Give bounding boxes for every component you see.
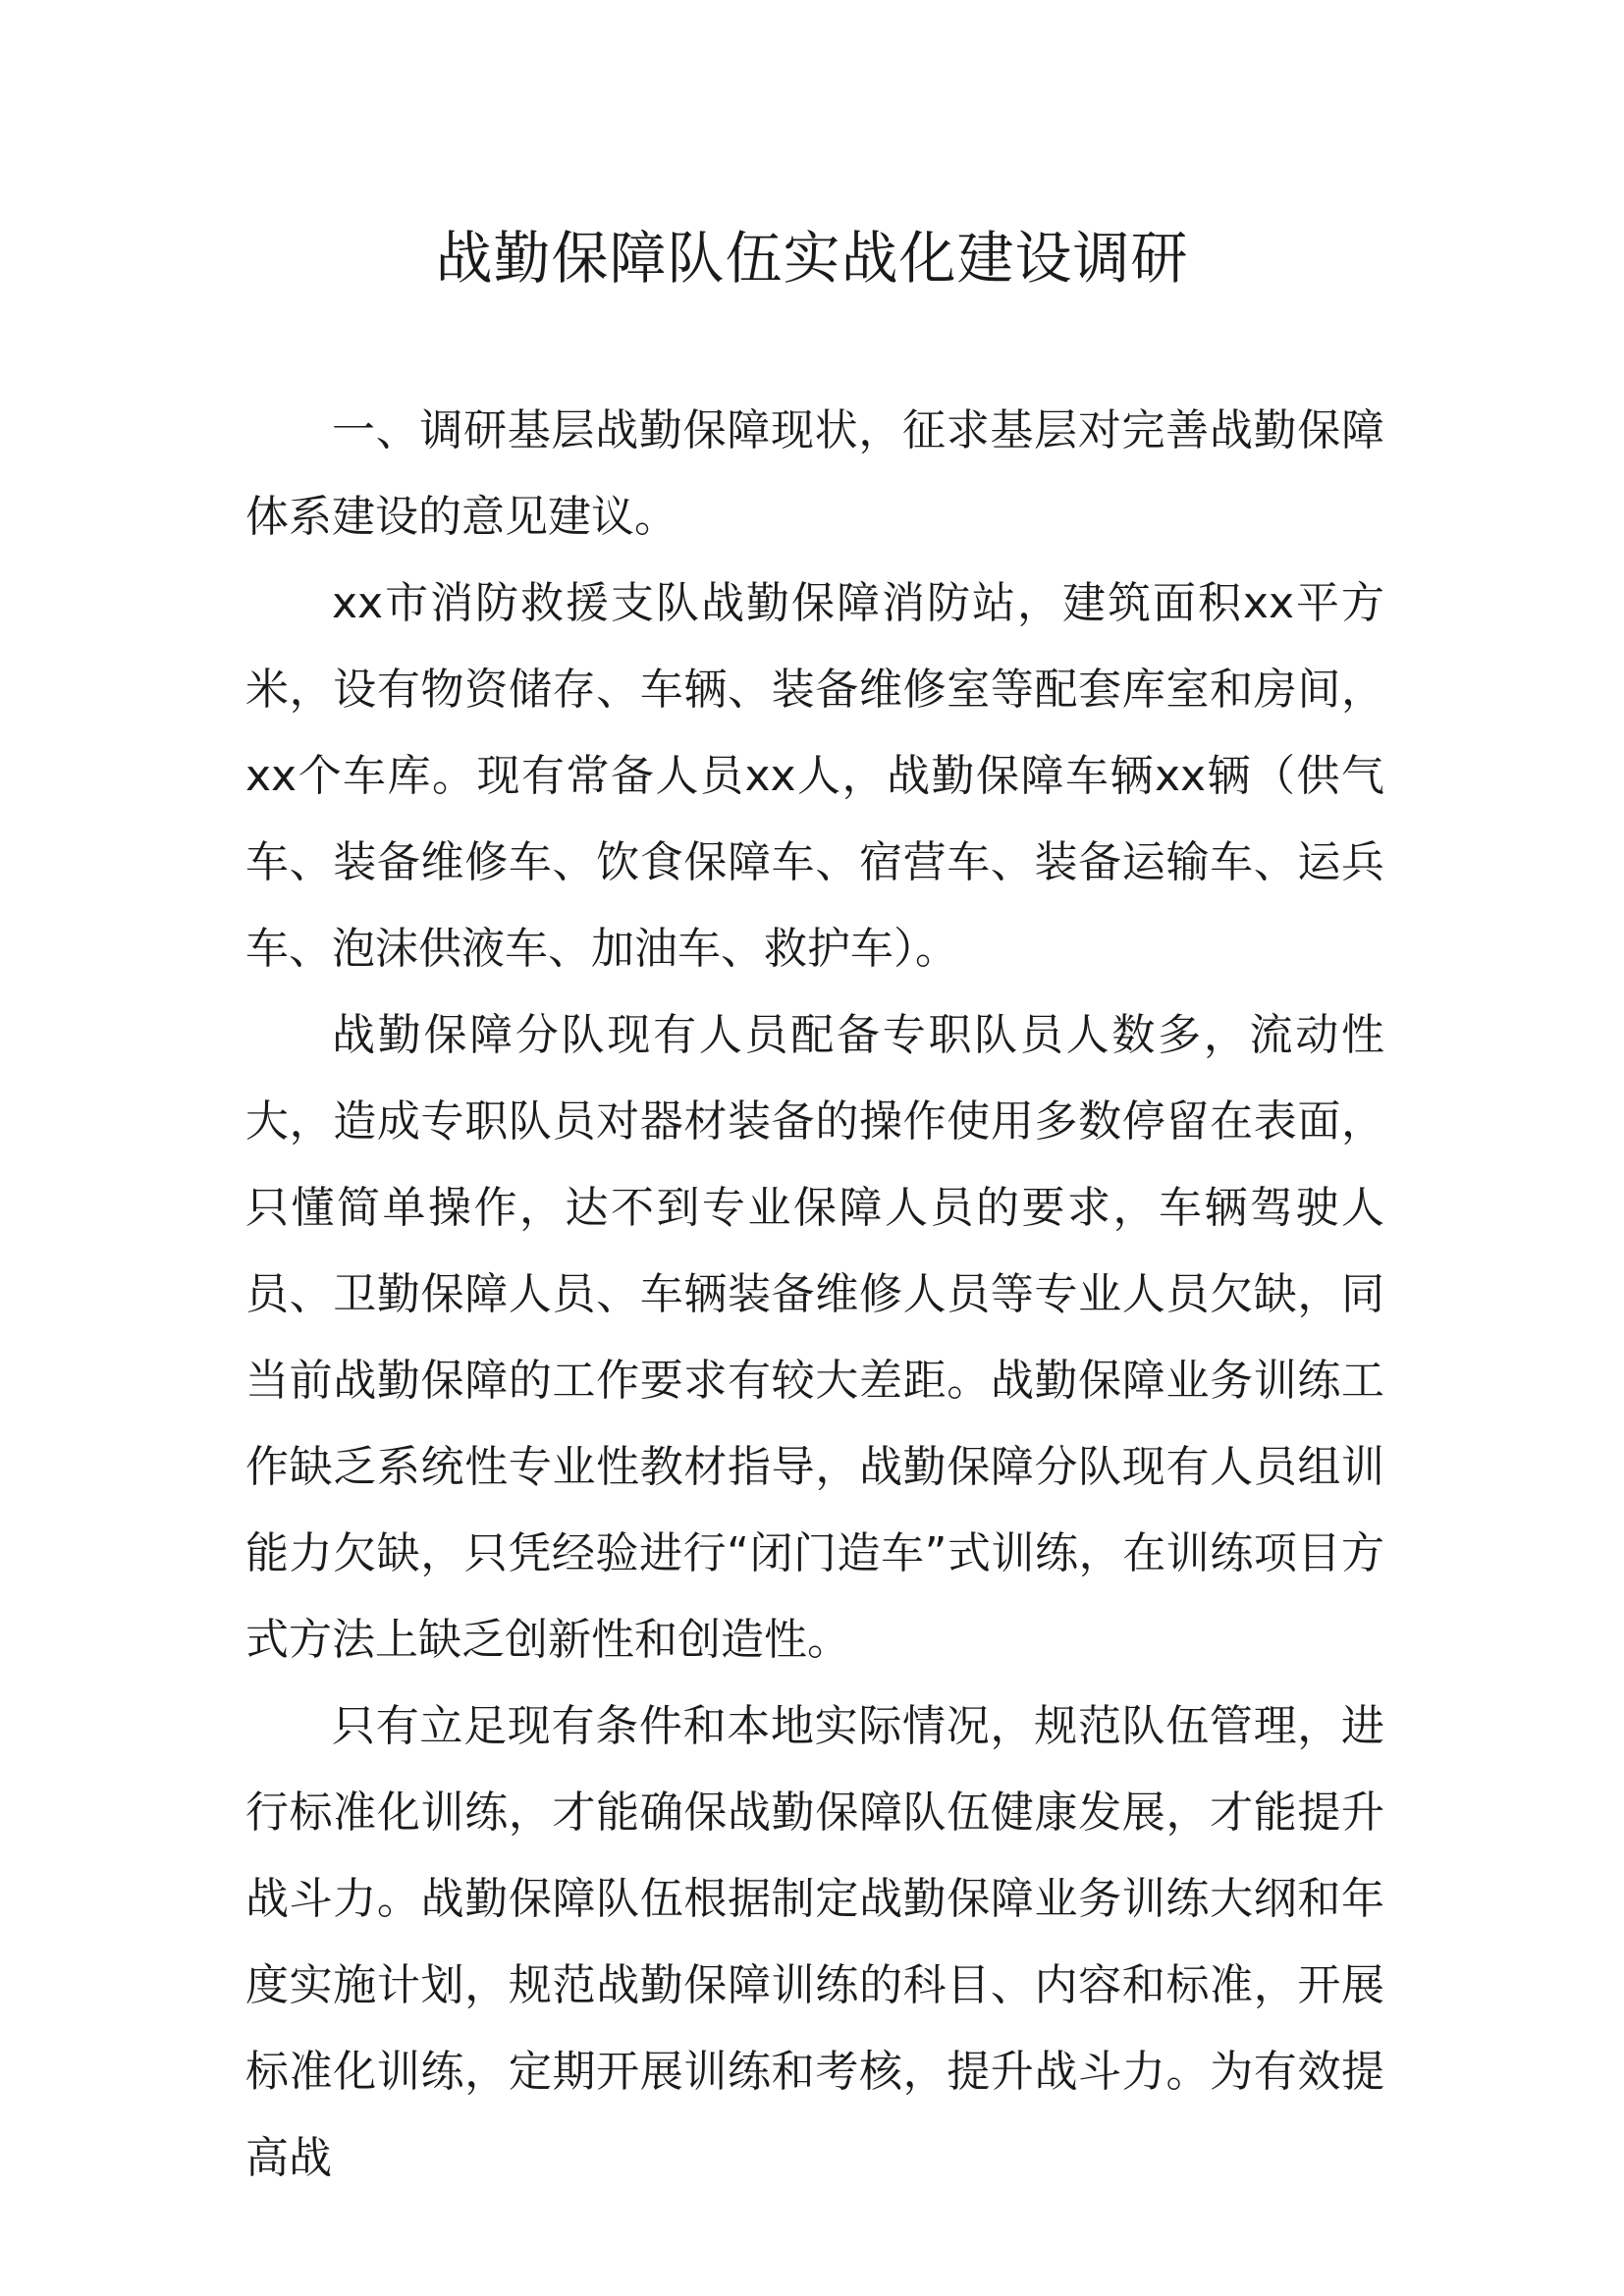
document-title: 战勤保障队伍实战化建设调研 bbox=[435, 225, 1189, 292]
document-body bbox=[245, 388, 1384, 2202]
paragraph-3: 战勤保障分队现有人员配备专职队员人数多，流动性大，造成专职队员对器材装备的操作使用多数停留在表面，只懂简单操作，达不到专业保障人员的要求，车辆驾驶人员、卫勤保障人员、车辆装备维修人员等专业人员欠缺，同当前战勤保障的工作要求有较大差距。战勤保障业务训练工作缺乏系统性专业性教材指导，战勤保障分队现有人员组训能力欠缺，只凭经验进行“闭门造车”式训练，在训练项目方式方法上缺乏创新性和创造性。 bbox=[245, 1010, 1384, 1665]
paragraph-4: 只有立足现有条件和本地实际情况，规范队伍管理，进行标准化训练，才能确保战勤保障队伍健康发展，才能提升战斗力。战勤保障队伍根据制定战勤保障业务训练大纲和年度实施计划，规范战勤保障训练的科目、内容和标准，开展标准化训练，定期开展训练和考核，提升战斗力。为有效提高战 bbox=[245, 1701, 1384, 2183]
paragraph-1: 一、调研基层战勤保障现状，征求基层对完善战勤保障体系建设的意见建议。 bbox=[245, 405, 1384, 542]
paragraph-2: xx市消防救援支队战勤保障消防站，建筑面积xx平方米，设有物资储存、车辆、装备维修室等配套库室和房间，xx个车库。现有常备人员xx人，战勤保障车辆xx辆（供气车、装备维修车、饮食保障车、宿营车、装备运输车、运兵车、泡沫供液车、加油车、救护车）。 bbox=[245, 578, 1384, 974]
